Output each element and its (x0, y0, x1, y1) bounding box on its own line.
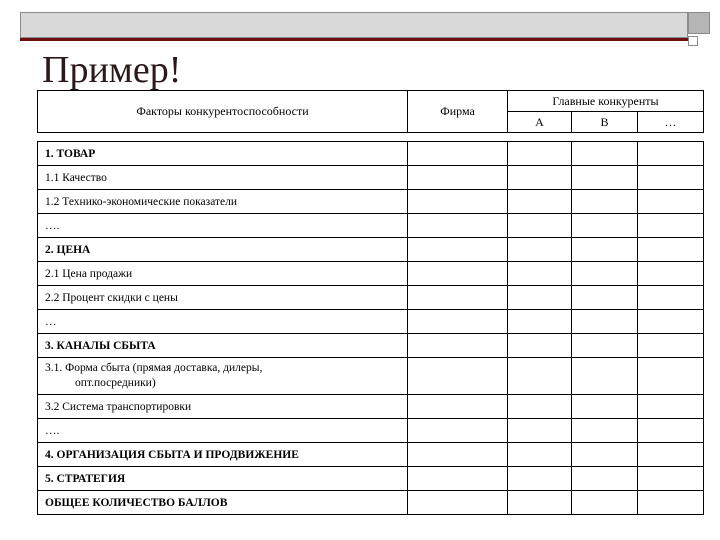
competitor-b-cell[interactable] (572, 190, 638, 214)
corner-square-decoration (688, 12, 710, 34)
row-label: 4. ОРГАНИЗАЦИЯ СБЫТА И ПРОДВИЖЕНИЕ (38, 443, 408, 467)
competitor-b-cell[interactable] (572, 467, 638, 491)
header-competitor-b: В (572, 112, 638, 133)
competitor-more-cell[interactable] (638, 142, 704, 166)
firm-score-cell[interactable] (408, 142, 508, 166)
competitor-a-cell[interactable] (508, 142, 572, 166)
row-label: 1.1 Качество (38, 166, 408, 190)
competitor-b-cell[interactable] (572, 419, 638, 443)
table-row (38, 310, 704, 334)
competitor-a-cell[interactable] (508, 310, 572, 334)
competitor-more-cell[interactable] (638, 262, 704, 286)
firm-score-cell[interactable] (408, 443, 508, 467)
table-row (38, 419, 704, 443)
firm-score-cell[interactable] (408, 467, 508, 491)
row-label: 2. ЦЕНА (38, 238, 408, 262)
header-competitor-a: А (508, 112, 572, 133)
row-label-line1: 3.1. Форма сбыта (прямая доставка, дилеры, (45, 362, 263, 374)
table-row (38, 238, 704, 262)
firm-score-cell[interactable] (408, 286, 508, 310)
firm-score-cell[interactable] (408, 358, 508, 395)
competitor-b-cell[interactable] (572, 166, 638, 190)
competitor-more-cell[interactable] (638, 491, 704, 515)
competitor-b-cell[interactable] (572, 358, 638, 395)
row-label: 1. ТОВАР (38, 142, 408, 166)
competitor-a-cell[interactable] (508, 419, 572, 443)
competitor-more-cell[interactable] (638, 334, 704, 358)
firm-score-cell[interactable] (408, 190, 508, 214)
competitor-b-cell[interactable] (572, 334, 638, 358)
competitor-b-cell[interactable] (572, 142, 638, 166)
competitor-b-cell[interactable] (572, 395, 638, 419)
slide-title: Пример! (42, 49, 182, 91)
header-factors: Факторы конкурентоспособности (38, 91, 408, 133)
row-label: 3. КАНАЛЫ СБЫТА (38, 334, 408, 358)
row-label: 5. СТРАТЕГИЯ (38, 467, 408, 491)
competitor-a-cell[interactable] (508, 262, 572, 286)
table-row (38, 214, 704, 238)
competitor-more-cell[interactable] (638, 190, 704, 214)
firm-score-cell[interactable] (408, 310, 508, 334)
table-row (38, 358, 704, 395)
competitor-a-cell[interactable] (508, 286, 572, 310)
row-label: … (38, 310, 408, 334)
firm-score-cell[interactable] (408, 166, 508, 190)
row-label: 1.2 Технико-экономические показатели (38, 190, 408, 214)
competitor-a-cell[interactable] (508, 334, 572, 358)
row-label: ОБЩЕЕ КОЛИЧЕСТВО БАЛЛОВ (38, 491, 408, 515)
row-label (38, 358, 408, 395)
title-bar-decoration (20, 12, 688, 38)
corner-small-square-decoration (688, 36, 698, 46)
competitor-b-cell[interactable] (572, 443, 638, 467)
header-competitors: Главные конкуренты (508, 91, 704, 112)
competitor-more-cell[interactable] (638, 214, 704, 238)
competitor-b-cell[interactable] (572, 214, 638, 238)
table-row (38, 491, 704, 515)
table-row (38, 166, 704, 190)
row-label-line2: опт.посредники) (75, 377, 156, 389)
competitor-b-cell[interactable] (572, 238, 638, 262)
row-label: …. (38, 214, 408, 238)
table-row (38, 334, 704, 358)
table-row (38, 286, 704, 310)
competitor-b-cell[interactable] (572, 262, 638, 286)
table-row (38, 395, 704, 419)
firm-score-cell[interactable] (408, 238, 508, 262)
firm-score-cell[interactable] (408, 262, 508, 286)
firm-score-cell[interactable] (408, 214, 508, 238)
table-spacer (38, 133, 704, 142)
competitor-more-cell[interactable] (638, 358, 704, 395)
firm-score-cell[interactable] (408, 491, 508, 515)
table-row (38, 142, 704, 166)
competitor-more-cell[interactable] (638, 286, 704, 310)
row-label: 3.2 Система транспортировки (38, 395, 408, 419)
competitor-b-cell[interactable] (572, 310, 638, 334)
competitor-b-cell[interactable] (572, 286, 638, 310)
competitor-a-cell[interactable] (508, 443, 572, 467)
competitor-more-cell[interactable] (638, 419, 704, 443)
table-row (38, 262, 704, 286)
competitor-a-cell[interactable] (508, 214, 572, 238)
competitor-a-cell[interactable] (508, 395, 572, 419)
competitor-more-cell[interactable] (638, 310, 704, 334)
competitor-a-cell[interactable] (508, 358, 572, 395)
competitor-more-cell[interactable] (638, 467, 704, 491)
competitor-b-cell[interactable] (572, 491, 638, 515)
competitor-more-cell[interactable] (638, 395, 704, 419)
firm-score-cell[interactable] (408, 334, 508, 358)
title-underline-decoration (20, 38, 688, 41)
competitiveness-table (37, 90, 704, 515)
competitor-more-cell[interactable] (638, 238, 704, 262)
competitor-a-cell[interactable] (508, 491, 572, 515)
table-row (38, 190, 704, 214)
firm-score-cell[interactable] (408, 395, 508, 419)
row-label: 2.2 Процент скидки с цены (38, 286, 408, 310)
competitor-a-cell[interactable] (508, 190, 572, 214)
firm-score-cell[interactable] (408, 419, 508, 443)
competitor-a-cell[interactable] (508, 467, 572, 491)
competitor-a-cell[interactable] (508, 166, 572, 190)
row-label: 2.1 Цена продажи (38, 262, 408, 286)
header-firm: Фирма (408, 91, 508, 133)
row-label: …. (38, 419, 408, 443)
header-competitor-more: … (638, 112, 704, 133)
competitor-more-cell[interactable] (638, 166, 704, 190)
table-row (38, 443, 704, 467)
competitor-a-cell[interactable] (508, 238, 572, 262)
competitor-more-cell[interactable] (638, 443, 704, 467)
table-row (38, 467, 704, 491)
